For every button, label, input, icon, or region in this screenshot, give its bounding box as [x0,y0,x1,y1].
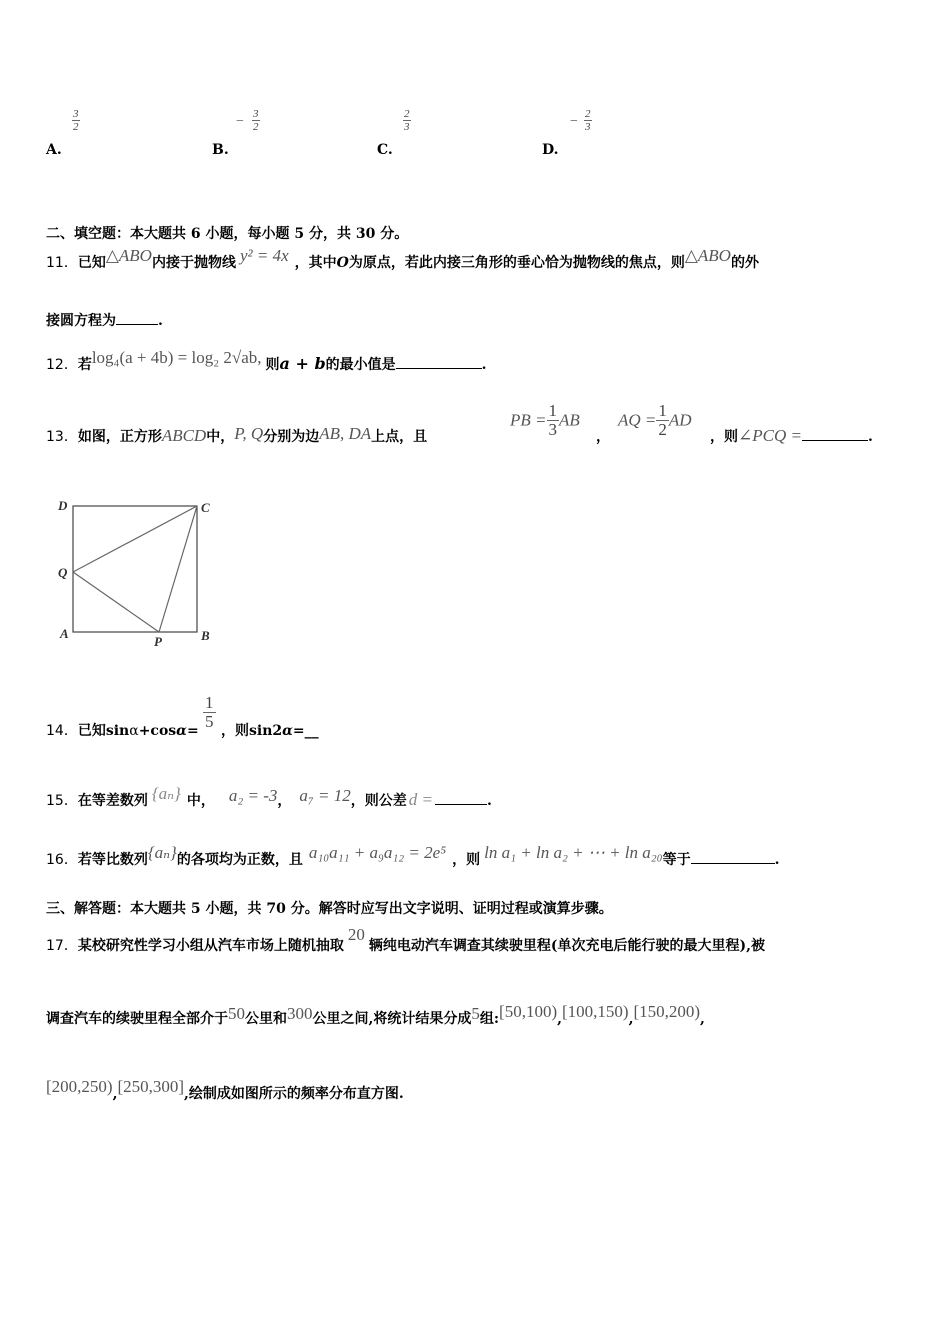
q13-text-3: 分别为边 [263,429,320,445]
q11-text-3: ，其中 [294,255,337,271]
q13-sides: AB, DA [319,424,372,443]
q17-sep-3: , [700,1011,705,1027]
q15-text-1: 在等差数列 [77,793,148,809]
question-14 [46,720,199,740]
q11-text-5: 的外 [730,255,759,271]
q17-group-4: [200,250) [46,1077,113,1096]
q12-text-2: 则 [265,357,280,373]
option-a-numerator: 3 [73,108,79,120]
section-2-heading: 二、填空题：本大题共 6 小题，每小题 5 分，共 30 分。 [46,226,409,242]
option-d-denominator: 3 [585,121,591,133]
q13-angle: ∠PCQ = [738,426,802,445]
q11-end: . [158,313,163,329]
question-17-line-3 [46,1077,404,1103]
q17-number-5: 5 [471,1004,480,1023]
option-d-numerator: 2 [585,108,591,120]
q11-origin: O [336,255,349,271]
q16-log-sum: ln a₁ + ln a₂ + ⋯ + ln a₂₀ [484,843,663,862]
q17-line2-text-c: 公里之间,将统计结果分成 [312,1011,472,1027]
q14-equals: = [186,723,199,739]
segment-qp [73,572,159,632]
q13-pb-numerator: 1 [548,401,557,420]
q15-a7: a₇ = 12 [299,786,351,805]
q13-comma: ， [596,429,610,445]
q13-aq-fraction [656,402,669,439]
q17-text-2: 辆纯电动汽车调查其续驶里程(单次充电后能行驶的最大里程),被 [368,938,765,954]
q16-answer-blank[interactable] [691,849,775,864]
q13-tail [710,426,873,446]
q13-text-5: ，则 [710,429,738,445]
q15-answer-blank[interactable] [435,790,487,805]
q17-text-1: 某校研究性学习小组从汽车市场上随机抽取 [77,938,344,954]
option-b-fraction [252,108,260,133]
question-13-number: 13． [46,429,78,445]
q17-line2-text-d: 组: [479,1011,500,1027]
q11-parabola-equation: y² = 4x [239,246,289,265]
q17-number-50: 50 [228,1004,245,1023]
q11-text-4: 为原点，若此内接三角形的垂心恰为抛物线的焦点，则 [348,255,685,271]
option-a-fraction [72,108,80,133]
question-15-number: 15． [46,793,78,809]
q11-triangle-2: △ABO [684,246,731,265]
option-d-sign: − [570,114,578,129]
q13-aq-relation [618,402,692,439]
q15-text-3: ，则公差 [350,793,407,809]
q17-group-1: [50,100) [499,1002,558,1021]
q17-group-2: [100,150) [562,1002,629,1021]
label-a: A [60,626,69,641]
q13-pb-left: PB = [510,410,547,430]
q13-pb-fraction [547,402,560,439]
q13-text-2: 中， [206,429,235,445]
q17-number-20: 20 [347,925,365,944]
q12-a-plus-b: a + b [279,354,326,373]
q14-text-1: 已知 [77,723,106,739]
q11-line2-text: 接圆方程为 [46,313,116,329]
q16-condition: a₁₀a₁₁ + a₉a₁₂ = 2e⁵ [308,843,447,862]
q13-pb-relation [510,402,580,439]
q13-square-name: ABCD [161,426,207,445]
question-15 [46,784,492,810]
q13-text-4: 上点，且 [371,429,428,445]
question-11 [46,246,759,272]
q15-text-2: 中， [186,793,215,809]
q14-plus-cos: +cos [138,723,177,739]
label-c: C [201,500,210,515]
q13-answer-blank[interactable] [802,426,868,441]
q11-text-1: 已知 [77,255,106,271]
question-12 [46,348,487,374]
q12-text-3: 的最小值是 [325,357,396,373]
question-17-line-2 [46,1002,705,1028]
q13-aq-right: AD [668,410,692,430]
q16-sequence: {aₙ} [147,843,177,862]
question-12-number: 12． [46,357,78,373]
square-figure [40,492,220,652]
q14-sin: sin [105,723,130,739]
q12-answer-blank[interactable] [396,354,482,369]
q17-group-3: [150,200) [633,1002,701,1021]
option-c-fraction [403,108,411,133]
q14-fraction-wrap [203,694,216,731]
option-b-denominator: 2 [253,121,259,133]
q13-pb-denominator: 3 [548,420,557,439]
question-17 [46,925,765,955]
label-b: B [201,628,210,643]
option-a-label: A. [46,142,62,158]
q16-end: . [774,852,780,868]
q16-text-2: 的各项均为正数，且 [176,852,303,868]
q12-log-expression: log₄(a + 4b) = log₂ 2√ab, [91,348,262,367]
question-14-number: 14． [46,723,78,739]
q16-text-4: 等于 [662,852,691,868]
q15-comma: ， [277,793,292,809]
q17-sep-1: , [557,1011,562,1027]
q11-answer-blank[interactable] [116,310,158,325]
segment-qc [73,506,197,572]
q17-sep-2: , [628,1011,634,1027]
option-a-denominator: 2 [73,121,79,133]
q14-alpha-2: α [176,723,187,739]
question-11-line-2 [46,310,163,330]
q14-numerator: 1 [205,693,214,712]
option-c-label: C. [377,142,393,158]
q14-alpha-3: α [282,723,293,739]
question-13 [46,426,427,446]
q14-answer-blank[interactable]: =__ [292,723,319,739]
option-b-sign: − [236,114,244,129]
q17-line3-text: ,绘制成如图所示的频率分布直方图. [184,1086,404,1102]
q13-aq-left: AQ = [618,410,657,430]
label-q: Q [58,565,68,580]
q16-text-1: 若等比数列 [77,852,148,868]
segment-pc [159,506,197,632]
section-3-heading: 三、解答题：本大题共 5 小题，共 70 分。解答时应写出文字说明、证明过程或演算步骤。 [46,901,613,917]
label-p: P [154,634,162,649]
question-16-number: 16． [46,852,78,868]
q15-end: . [487,793,492,809]
q11-text-2: 内接于抛物线 [151,255,236,271]
q14-alpha-1: α [129,723,139,739]
q17-number-300: 300 [287,1004,313,1023]
q14-fraction [203,694,216,731]
q13-aq-denominator: 2 [658,420,667,439]
label-d: D [58,498,68,513]
option-b-label: B. [212,142,229,158]
q17-line2-text-a: 调查汽车的续驶里程全部介于 [46,1011,228,1027]
q15-a2: a₂ = -3 [228,786,278,805]
option-d-fraction [584,108,592,133]
q13-end: . [867,429,873,445]
question-17-number: 17． [46,938,78,954]
question-16 [46,843,780,869]
q14-denominator: 5 [205,712,214,731]
option-b-numerator: 3 [253,108,259,120]
q14-sin2: sin2 [249,723,283,739]
q14-tail [221,720,319,740]
q11-triangle-1: △ABO [105,246,152,265]
q15-sequence: {aₙ} [151,784,181,803]
q12-end: . [481,357,487,373]
q17-line2-text-b: 公里和 [245,1011,287,1027]
option-d-label: D. [542,142,559,158]
q17-sep-4: , [112,1086,118,1102]
question-11-number: 11． [46,255,78,271]
q12-text-1: 若 [77,357,92,373]
q13-pb-right: AB [559,410,580,430]
q13-points-pq: P, Q [234,424,264,443]
q15-d: d = [408,790,433,809]
option-c-numerator: 2 [404,108,410,120]
q13-aq-numerator: 1 [658,401,667,420]
q13-text-1: 如图，正方形 [77,429,162,445]
option-c-denominator: 3 [404,121,410,133]
q14-text-2: ，则 [221,723,249,739]
q16-text-3: ，则 [452,852,481,868]
q17-group-5: [250,300] [117,1077,185,1096]
